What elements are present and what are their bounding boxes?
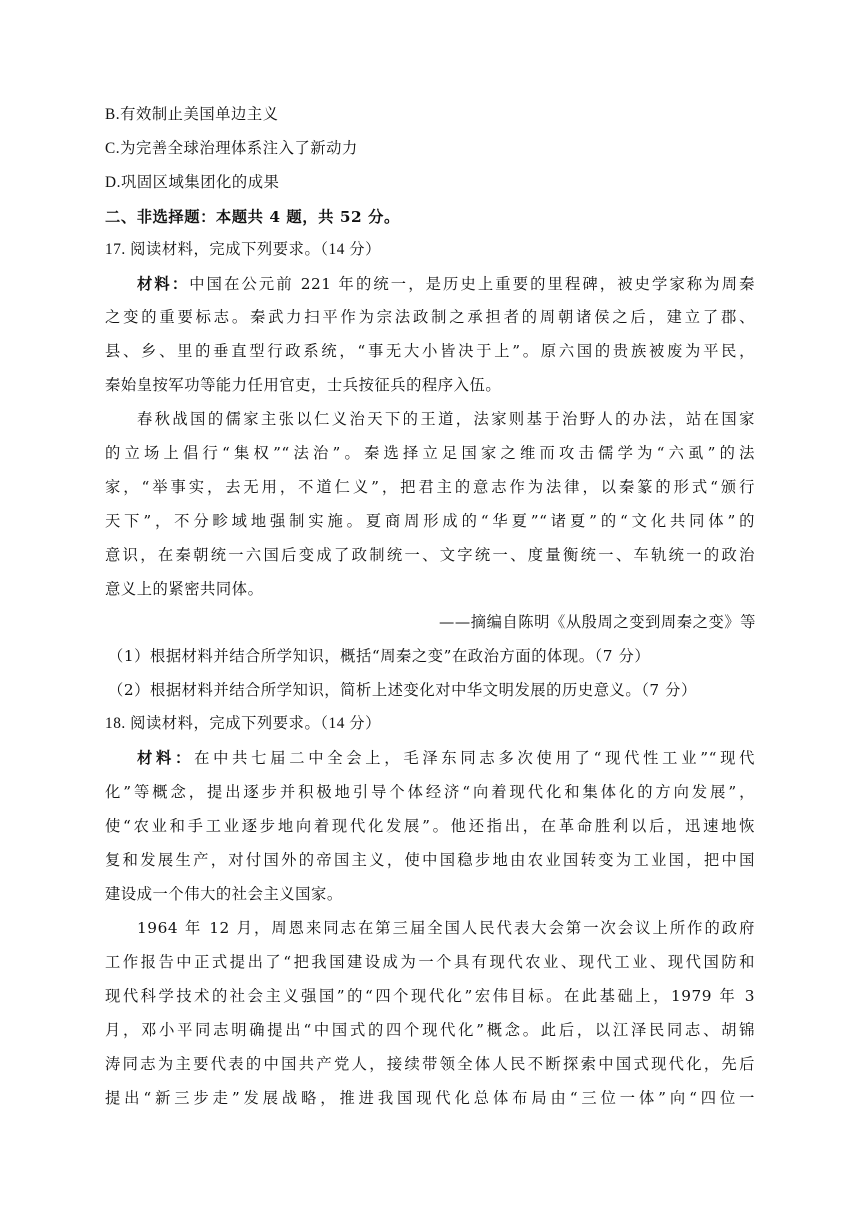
q17-material-line: 秦始皇按军功等能力任用官吏，士兵按征兵的程序入伍。 [105,376,502,394]
q17-material-line: 县、乡、里的垂直型行政系统，“事无大小皆决于上”。原六国的贵族被废为平民， [105,342,755,360]
option-c: C.为完善全球治理体系注入了新动力 [105,140,358,157]
q17-paragraph-line: 家，“举事实，去无用，不道仁义”，把君主的意志作为法律，以秦篆的形式“颁行 [105,478,755,496]
q18-material-line: 化”等概念，提出逐步并积极地引导个体经济“向着现代化和集体化的方向发展”， [105,783,755,801]
option-b: B.有效制止美国单边主义 [105,106,279,123]
question-18-title: 18. 阅读材料，完成下列要求。（14 分） [105,715,381,732]
q17-subquestion-1: （1）根据材料并结合所学知识，概括“周秦之变”在政治方面的体现。（7 分） [108,647,651,665]
q17-subquestion-2: （2）根据材料并结合所学知识，简析上述变化对中华文明发展的历史意义。（7 分） [108,681,697,699]
q18-paragraph-line: 工作报告中正式提出了“把我国建设成为一个具有现代农业、现代工业、现代国防和 [105,953,755,971]
material-label: 材料： [137,275,190,293]
q17-paragraph-line: 春秋战国的儒家主张以仁义治天下的王道，法家则基于治野人的办法，站在国家 [137,410,755,428]
q18-paragraph-line: 1964 年 12 月，周恩来同志在第三届全国人民代表大会第一次会议上所作的政府 [137,919,755,937]
q17-material-line: 材料：中国在公元前 221 年的统一，是历史上重要的里程碑，被史学家称为周秦 [137,275,755,293]
q18-paragraph-line: 月，邓小平同志明确提出“中国式的四个现代化”概念。此后，以江泽民同志、胡锦 [105,1021,755,1039]
q17-paragraph-line: 的立场上倡行“集权”“法治”。秦选择立足国家之维而攻击儒学为“六虱”的法 [105,444,755,462]
section-heading: 二、非选择题：本题共 4 题，共 52 分。 [105,208,400,226]
material-label: 材料： [137,749,195,767]
option-d: D.巩固区域集团化的成果 [105,174,280,191]
q18-material-line: 建设成一个伟大的社会主义国家。 [105,885,343,903]
q18-paragraph-line: 提出“新三步走”发展战略，推进我国现代化总体布局由“三位一体”向“四位一 [105,1089,755,1107]
q17-material-line: 之变的重要标志。秦武力扫平作为宗法政制之承担者的周朝诸侯之后，建立了郡、 [105,308,755,326]
q18-material-line: 材料：在中共七届二中全会上，毛泽东同志多次使用了“现代性工业”“现代 [137,749,756,767]
question-17-title: 17. 阅读材料，完成下列要求。（14 分） [105,241,381,258]
q17-paragraph-line: 意义上的紧密共同体。 [105,580,264,598]
q17-source-citation: ——摘编自陈明《从殷周之变到周秦之变》等 [439,613,756,631]
q18-material-line: 使“农业和手工业逐步地向着现代化发展”。他还指出，在革命胜利以后，迅速地恢 [105,817,755,835]
q18-paragraph-line: 现代科学技术的社会主义强国”的“四个现代化”宏伟目标。在此基础上，1979 年 3 [105,987,755,1005]
q18-material-line: 复和发展生产，对付国外的帝国主义，使中国稳步地由农业国转变为工业国，把中国 [105,851,755,869]
q17-paragraph-line: 天下”，不分畛域地强制实施。夏商周形成的“华夏”“诸夏”的“文化共同体”的 [105,512,755,530]
q17-paragraph-line: 意识，在秦朝统一六国后变成了政制统一、文字统一、度量衡统一、车轨统一的政治 [105,546,755,564]
q18-paragraph-line: 涛同志为主要代表的中国共产党人，接续带领全体人民不断探索中国式现代化，先后 [105,1055,755,1073]
